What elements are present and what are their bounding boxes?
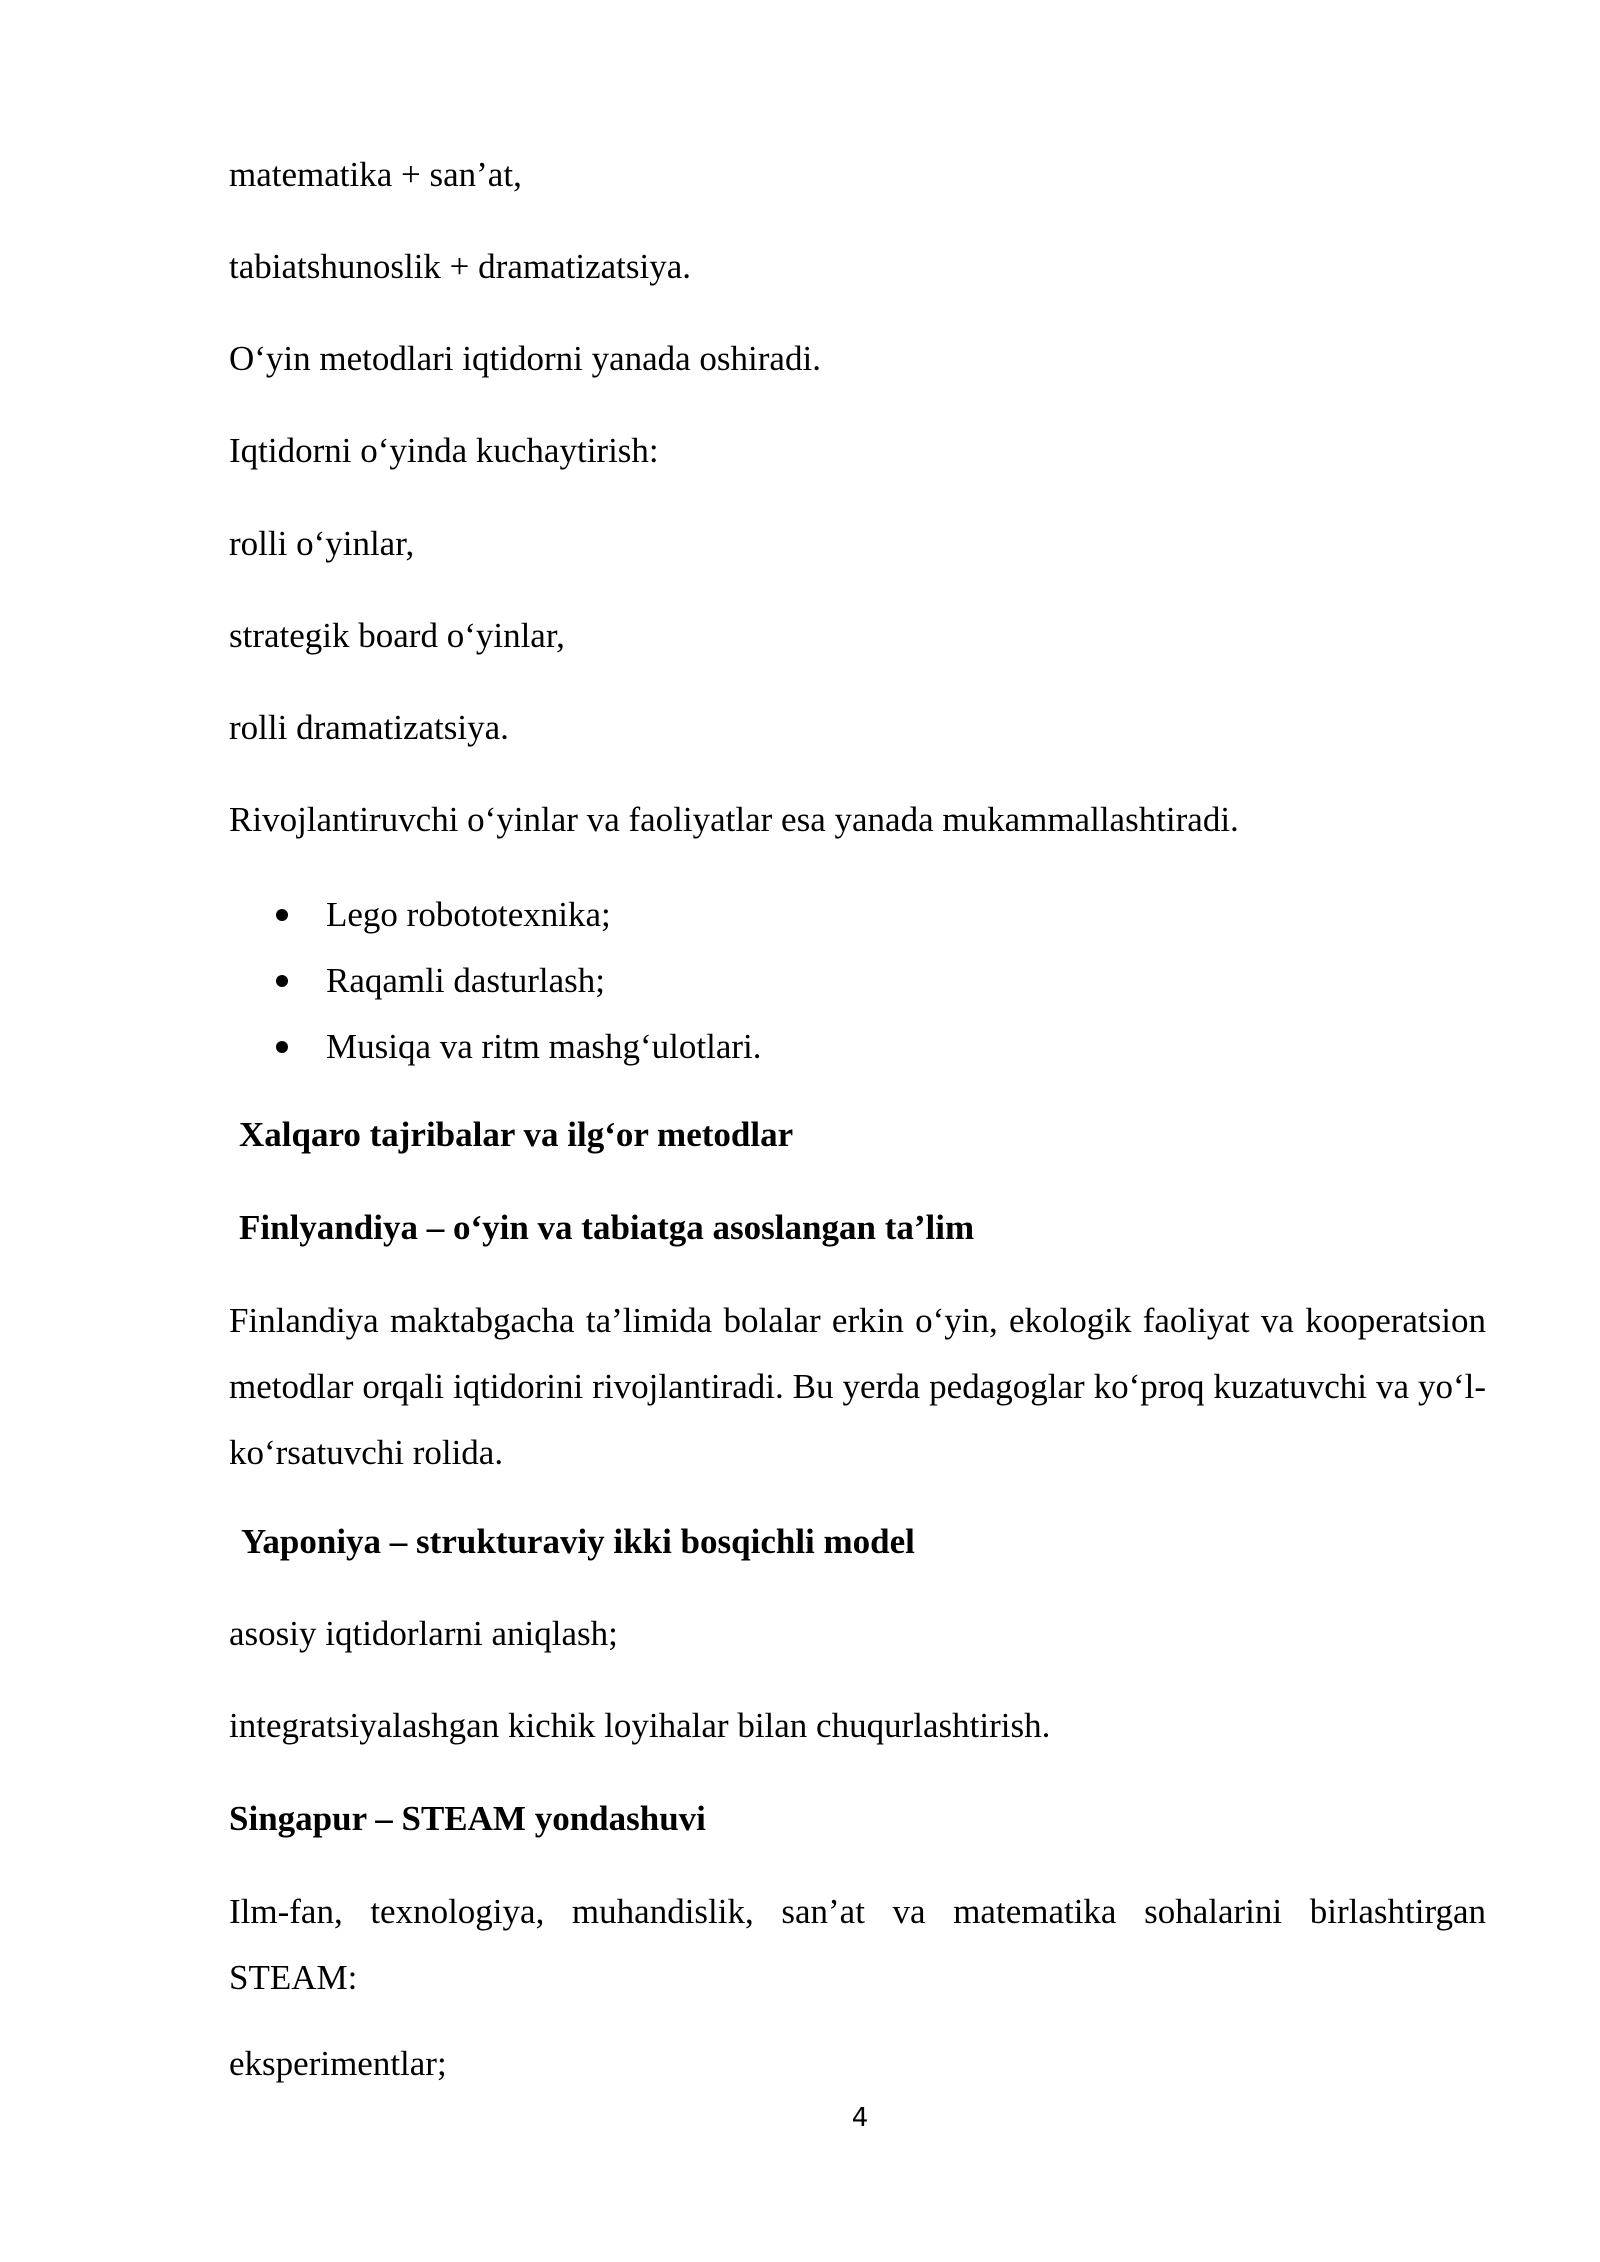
section-heading-japan: Yaponiya – strukturaviy ikki bosqichli model xyxy=(241,1522,915,1561)
paragraph-finland: Finlandiya maktabgacha ta’limida bolalar erkin o‘yin, ekologik faoliyat va kooperatsion metodlar orqali iqtidorini rivojlantiradi. Bu yerda pedagoglar ko‘proq kuzatuvchi va yo‘l-ko‘rsatuvchi rolida. xyxy=(229,1301,1486,1472)
text-line: rolli o‘yinlar, xyxy=(229,524,415,563)
list-item xyxy=(229,948,761,1014)
section-heading-finland: Finlyandiya – o‘yin va tabiatga asoslangan ta’lim xyxy=(239,1208,975,1247)
bullet-icon xyxy=(276,975,288,987)
text-line: integratsiyalashgan kichik loyihalar bilan chuqurlashtirish. xyxy=(229,1706,1051,1745)
bullet-icon xyxy=(276,1041,288,1053)
bullet-icon xyxy=(276,909,288,921)
list-item-text: Lego robototexnika; xyxy=(326,895,611,934)
bullet-list xyxy=(229,882,761,1080)
section-heading-international: Xalqaro tajribalar va ilg‘or metodlar xyxy=(239,1115,794,1154)
text-line: strategik board o‘yinlar, xyxy=(229,616,565,655)
text-line: asosiy iqtidorlarni aniqlash; xyxy=(229,1614,618,1653)
list-item xyxy=(229,1014,761,1080)
list-item-text: Musiqa va ritm mashg‘ulotlari. xyxy=(326,1027,762,1066)
text-line: rolli dramatizatsiya. xyxy=(229,708,509,747)
text-line: Iqtidorni o‘yinda kuchaytirish: xyxy=(229,431,659,470)
text-line: tabiatshunoslik + dramatizatsiya. xyxy=(229,247,691,286)
text-line: O‘yin metodlari iqtidorni yanada oshiradi. xyxy=(229,339,821,378)
text-line: Rivojlantiruvchi o‘yinlar va faoliyatlar esa yanada mukammallashtiradi. xyxy=(229,800,1239,839)
list-item xyxy=(229,882,761,948)
section-heading-singapore: Singapur – STEAM yondashuvi xyxy=(229,1799,706,1838)
paragraph-singapore: Ilm-fan, texnologiya, muhandislik, san’at va matematika sohalarini birlashtirgan STEAM: xyxy=(229,1892,1486,1997)
list-item-text: Raqamli dasturlash; xyxy=(326,961,605,1000)
text-line: matematika + san’at, xyxy=(229,155,522,194)
text-line: eksperimentlar; xyxy=(229,2044,447,2083)
page-number: 4 xyxy=(851,2103,869,2133)
